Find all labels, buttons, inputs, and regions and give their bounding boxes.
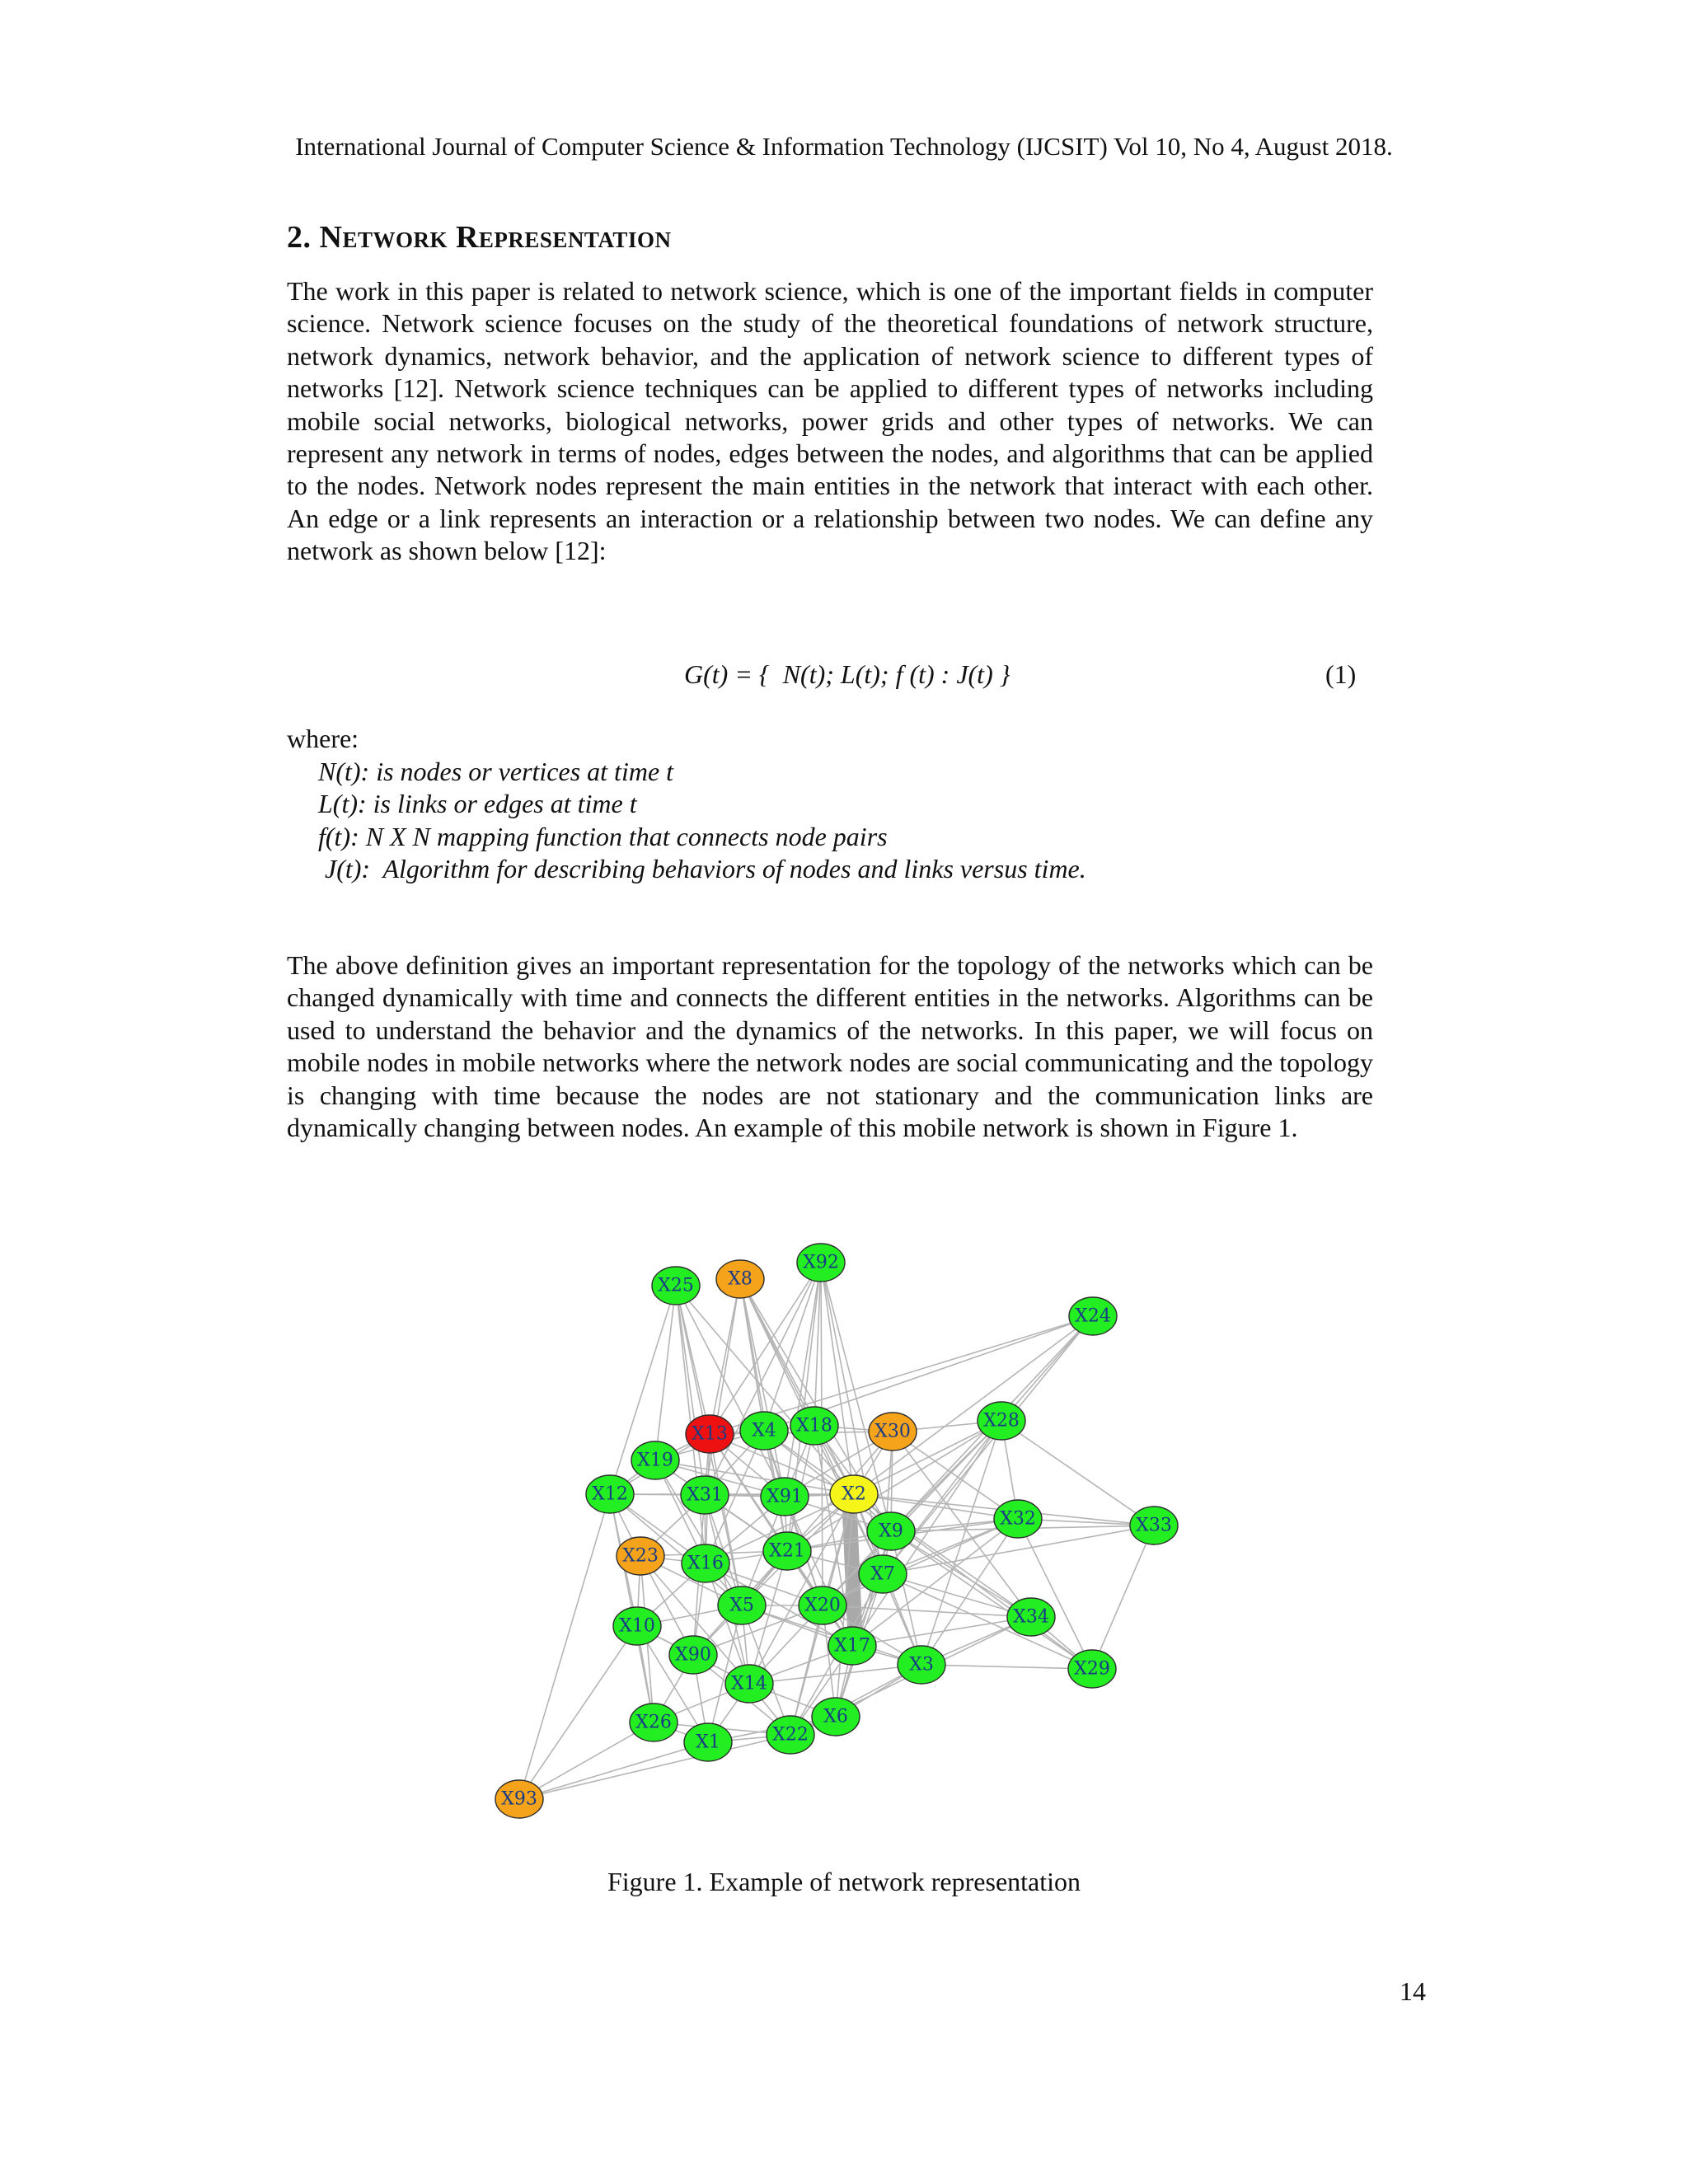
network-node <box>669 1636 717 1674</box>
network-edge <box>676 1286 705 1495</box>
definition-item: f(t): N X N mapping function that connects node pairs <box>318 821 888 851</box>
node-label: X2 <box>842 1483 866 1505</box>
network-node <box>799 1586 846 1624</box>
network-node <box>586 1475 634 1513</box>
network-node <box>613 1607 661 1645</box>
network-node <box>1130 1507 1178 1544</box>
network-node <box>898 1646 945 1684</box>
node-label: X24 <box>1075 1305 1111 1327</box>
network-node <box>859 1555 907 1593</box>
network-edge <box>519 1735 790 1799</box>
network-edge <box>676 1286 854 1494</box>
network-node <box>682 1544 729 1582</box>
network-edge <box>1092 1526 1154 1669</box>
network-edge <box>519 1722 654 1799</box>
network-edge <box>921 1665 1092 1669</box>
node-label: X23 <box>622 1545 659 1567</box>
network-node <box>631 1441 679 1479</box>
node-label: X91 <box>767 1486 803 1507</box>
network-node <box>681 1476 729 1514</box>
journal-header: International Journal of Computer Science & Information Technology (IJCSIT) Vol 10, No 4, August 2018. <box>295 132 1393 161</box>
node-label: X32 <box>1000 1508 1036 1530</box>
network-node <box>797 1244 845 1282</box>
network-node <box>1069 1297 1117 1335</box>
node-label: X25 <box>658 1275 694 1296</box>
node-label: X30 <box>874 1421 911 1442</box>
node-label: X21 <box>769 1540 805 1562</box>
node-label: X4 <box>752 1420 776 1441</box>
network-node <box>763 1532 811 1570</box>
node-label: X7 <box>870 1563 895 1585</box>
equation-number: (1) <box>1325 659 1357 689</box>
node-label: X6 <box>823 1706 848 1727</box>
node-label: X33 <box>1136 1515 1172 1536</box>
node-label: X34 <box>1013 1606 1049 1628</box>
node-label: X31 <box>687 1484 723 1506</box>
network-node <box>994 1500 1042 1538</box>
network-node <box>684 1723 732 1761</box>
definition-list <box>318 756 1086 886</box>
network-node <box>812 1698 860 1736</box>
network-node <box>1068 1650 1116 1688</box>
node-label: X8 <box>728 1268 753 1290</box>
node-label: X90 <box>675 1644 711 1666</box>
node-label: X10 <box>619 1615 655 1637</box>
node-label: X28 <box>983 1410 1020 1432</box>
network-node <box>495 1780 543 1818</box>
node-label: X5 <box>729 1595 754 1616</box>
network-node <box>725 1665 773 1703</box>
network-node <box>828 1627 876 1665</box>
network-node <box>740 1412 788 1450</box>
node-label: X13 <box>692 1423 728 1445</box>
network-node <box>652 1267 700 1305</box>
network-node <box>767 1716 814 1754</box>
node-label: X29 <box>1074 1658 1110 1680</box>
node-label: X14 <box>731 1673 767 1694</box>
definition-item: L(t): is links or edges at time t <box>318 789 637 819</box>
node-label: X9 <box>879 1521 903 1542</box>
network-node <box>617 1537 664 1575</box>
network-edge <box>655 1286 676 1460</box>
node-label: X92 <box>803 1252 839 1273</box>
page-number: 14 <box>1400 1976 1426 2006</box>
node-label: X20 <box>804 1595 841 1616</box>
network-node <box>1007 1598 1055 1636</box>
network-node <box>761 1478 809 1516</box>
network-node <box>716 1260 764 1298</box>
paragraph-network-science: The work in this paper is related to network science, which is one of the important fields in computer science. Network science focuses on the study of the theoretical foundations of network structure, network dynamics, network behavior, and the application of network science to different types of networks [12]. Network science techniques can be applied to different types of networks including mobile social networks, biological networks, power grids and other types of networks. We can represent any network in terms of nodes, edges between the nodes, and algorithms that can be applied to the nodes. Network nodes represent the main entities in the network that interact with each other. An edge or a link represents an interaction or a relationship between two nodes. We can define any network as shown below [12]: <box>287 276 1373 566</box>
network-node <box>978 1402 1025 1440</box>
network-edge <box>821 1263 854 1494</box>
network-edge <box>852 1617 1031 1646</box>
equation: G(t) = { N(t); L(t); f (t) : J(t) } <box>684 659 1010 689</box>
node-label: X19 <box>637 1450 673 1471</box>
network-edge <box>519 1494 610 1799</box>
definition-item: N(t): is nodes or vertices at time t <box>318 757 674 786</box>
network-edge <box>519 1626 637 1799</box>
network-node <box>867 1512 915 1550</box>
node-label: X12 <box>592 1483 628 1505</box>
node-label: X26 <box>635 1712 672 1733</box>
network-node <box>686 1415 734 1453</box>
node-layer <box>495 1244 1178 1818</box>
network-edge <box>1018 1519 1092 1669</box>
figure-caption: Figure 1. Example of network representation <box>607 1867 1081 1896</box>
paragraph-definition-discussion: The above definition gives an important representation for the topology of the networks which can be changed dynamically with time and connects the different entities in the networks. Algorithms can be used to understand the behavior and the dynamics of the networks. In this paper, we will focus on mobile nodes in mobile networks where the network nodes are social communicating and the topology is changing with time because the nodes are not stationary and the communication links are dynamically changing between nodes. An example of this mobile network is shown in Figure 1. <box>287 950 1373 1143</box>
network-node <box>869 1413 917 1451</box>
where-label: where: <box>287 724 359 753</box>
network-figure <box>478 1212 1220 1846</box>
network-node <box>790 1407 838 1445</box>
node-label: X17 <box>834 1635 870 1657</box>
network-node <box>718 1586 766 1624</box>
node-label: X18 <box>796 1415 832 1436</box>
node-label: X3 <box>909 1654 934 1675</box>
network-node <box>630 1704 678 1741</box>
network-node <box>830 1475 878 1513</box>
network-edge <box>519 1742 708 1799</box>
node-label: X22 <box>772 1724 809 1746</box>
node-label: X1 <box>696 1732 720 1753</box>
node-label: X93 <box>501 1788 537 1810</box>
definition-item: J(t): Algorithm for describing behaviors of nodes and links versus time. <box>318 854 1086 884</box>
section-title: 2. Network Representation <box>287 220 672 255</box>
node-label: X16 <box>687 1553 724 1574</box>
